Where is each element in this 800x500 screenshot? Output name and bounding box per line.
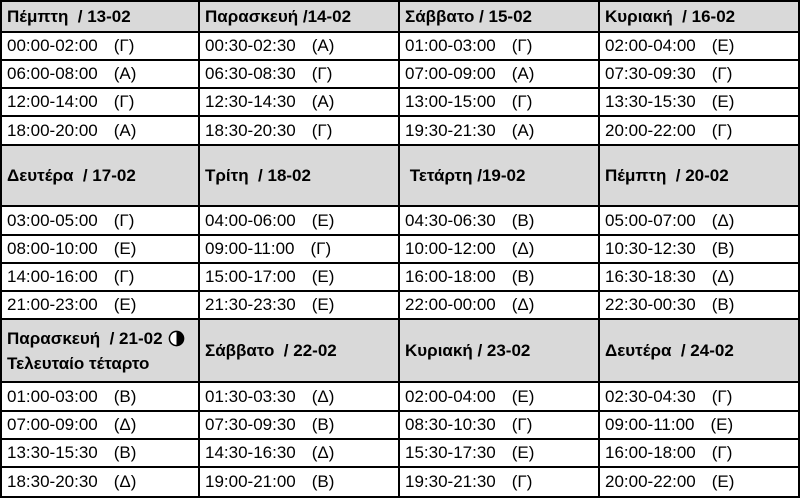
day-label: Δευτέρα / 24-02 bbox=[605, 340, 734, 360]
slot-zone: (Γ) bbox=[113, 210, 135, 230]
slot-time: 22:00-00:00 bbox=[405, 295, 496, 314]
time-slot bbox=[200, 440, 400, 468]
slot-zone: (Δ) bbox=[711, 267, 735, 286]
time-slot bbox=[200, 383, 400, 412]
time-slot bbox=[0, 61, 200, 89]
day-header bbox=[0, 320, 200, 383]
time-slot bbox=[600, 236, 800, 264]
day-header bbox=[200, 146, 400, 207]
slot-zone: (Δ) bbox=[113, 472, 137, 491]
slot-time: 08:30-10:30 bbox=[405, 415, 496, 434]
slot-zone: (Γ) bbox=[113, 92, 135, 111]
day-header bbox=[600, 0, 800, 33]
slot-time: 13:30-15:30 bbox=[7, 443, 98, 462]
slot-zone: (Γ) bbox=[310, 239, 332, 258]
slot-zone: (Δ) bbox=[511, 239, 535, 258]
slot-time: 18:30-20:30 bbox=[205, 120, 296, 140]
slot-zone: (Γ) bbox=[711, 443, 733, 462]
time-slot bbox=[400, 292, 600, 320]
last-quarter-moon-icon bbox=[168, 330, 185, 347]
slot-time: 06:30-08:30 bbox=[205, 64, 296, 83]
slot-zone: (Α) bbox=[311, 92, 335, 111]
slot-time: 20:00-22:00 bbox=[605, 472, 696, 491]
slot-zone: (Γ) bbox=[711, 386, 733, 406]
slot-time: 14:30-16:30 bbox=[205, 443, 296, 462]
slot-time: 19:30-21:30 bbox=[405, 472, 496, 491]
slot-time: 09:00-11:00 bbox=[605, 415, 695, 434]
slot-zone: (Ε) bbox=[511, 443, 535, 462]
time-slot bbox=[400, 117, 600, 146]
slot-zone: (Γ) bbox=[511, 415, 533, 434]
slot-zone: (Γ) bbox=[311, 120, 333, 140]
day-header bbox=[200, 0, 400, 33]
slot-zone: (Β) bbox=[511, 267, 535, 286]
slot-time: 19:30-21:30 bbox=[405, 120, 496, 140]
slot-time: 02:30-04:30 bbox=[605, 386, 696, 406]
day-label: Τετάρτη /19-02 bbox=[405, 165, 526, 185]
slot-time: 16:30-18:30 bbox=[605, 267, 696, 286]
slot-time: 03:00-05:00 bbox=[7, 210, 98, 230]
day-label: Σάββατο / 22-02 bbox=[205, 340, 337, 360]
time-slot bbox=[0, 207, 200, 236]
slot-time: 00:00-02:00 bbox=[7, 36, 98, 55]
time-slot bbox=[400, 264, 600, 292]
slot-time: 18:30-20:30 bbox=[7, 472, 98, 491]
slot-time: 12:00-14:00 bbox=[7, 92, 98, 111]
day-label: Παρασκευή / 21-02 bbox=[7, 328, 163, 348]
moon-phase-label: Τελευταίο τέταρτο bbox=[7, 353, 150, 373]
day-header bbox=[400, 320, 600, 383]
slot-zone: (Γ) bbox=[511, 92, 533, 111]
slot-zone: (Ε) bbox=[311, 210, 335, 230]
slot-zone: (Ε) bbox=[511, 386, 535, 406]
slot-time: 07:30-09:30 bbox=[605, 64, 696, 83]
time-slot bbox=[600, 207, 800, 236]
time-slot bbox=[400, 236, 600, 264]
day-header bbox=[200, 320, 400, 383]
time-slot bbox=[200, 292, 400, 320]
time-slot bbox=[400, 61, 600, 89]
slot-zone: (Α) bbox=[511, 64, 535, 83]
time-slot bbox=[600, 117, 800, 146]
slot-zone: (Ε) bbox=[711, 36, 735, 55]
slot-zone: (Ε) bbox=[113, 239, 137, 258]
time-slot bbox=[0, 412, 200, 440]
slot-time: 04:00-06:00 bbox=[205, 210, 296, 230]
slot-zone: (Γ) bbox=[711, 64, 733, 83]
time-slot bbox=[600, 412, 800, 440]
time-slot bbox=[400, 412, 600, 440]
slot-time: 12:30-14:30 bbox=[205, 92, 296, 111]
slot-zone: (Δ) bbox=[311, 443, 335, 462]
day-header-line bbox=[7, 326, 185, 351]
time-slot bbox=[200, 207, 400, 236]
slot-zone: (Δ) bbox=[511, 295, 535, 314]
slot-time: 07:30-09:30 bbox=[205, 415, 296, 434]
slot-zone: (Δ) bbox=[711, 210, 735, 230]
slot-zone: (Ε) bbox=[711, 92, 735, 111]
slot-time: 15:30-17:30 bbox=[405, 443, 496, 462]
time-slot bbox=[0, 117, 200, 146]
slot-zone: (Ε) bbox=[113, 295, 137, 314]
slot-time: 20:00-22:00 bbox=[605, 120, 696, 140]
slot-zone: (Γ) bbox=[511, 36, 533, 55]
day-label: Πέμπτη / 20-02 bbox=[605, 165, 729, 185]
slot-zone: (Γ) bbox=[311, 64, 333, 83]
time-slot bbox=[600, 264, 800, 292]
day-label: Πέμπτη / 13-02 bbox=[7, 6, 131, 26]
slot-time: 18:00-20:00 bbox=[7, 120, 98, 140]
slot-zone: (Γ) bbox=[511, 472, 533, 491]
slot-zone: (Γ) bbox=[711, 120, 733, 140]
day-label: Δευτέρα / 17-02 bbox=[7, 165, 136, 185]
time-slot bbox=[400, 440, 600, 468]
day-header bbox=[600, 320, 800, 383]
slot-time: 15:00-17:00 bbox=[205, 267, 296, 286]
time-slot bbox=[200, 33, 400, 61]
slot-zone: (Γ) bbox=[113, 267, 135, 286]
slot-zone: (Β) bbox=[113, 443, 137, 462]
slot-time: 05:00-07:00 bbox=[605, 210, 696, 230]
time-slot bbox=[0, 468, 200, 498]
day-label: Τρίτη / 18-02 bbox=[205, 165, 311, 185]
day-label: Παρασκευή /14-02 bbox=[205, 6, 352, 26]
day-header bbox=[400, 0, 600, 33]
time-slot bbox=[0, 440, 200, 468]
slot-time: 01:00-03:00 bbox=[405, 36, 496, 55]
slot-time: 10:30-12:30 bbox=[605, 239, 696, 258]
slot-time: 21:30-23:30 bbox=[205, 295, 296, 314]
slot-zone: (Β) bbox=[311, 415, 335, 434]
slot-time: 13:00-15:00 bbox=[405, 92, 496, 111]
slot-zone: (Ε) bbox=[311, 295, 335, 314]
time-slot bbox=[200, 89, 400, 117]
day-label: Κυριακή / 23-02 bbox=[405, 340, 531, 360]
time-slot bbox=[600, 383, 800, 412]
time-slot bbox=[0, 33, 200, 61]
time-slot bbox=[0, 383, 200, 412]
slot-time: 07:00-09:00 bbox=[405, 64, 496, 83]
slot-time: 22:30-00:30 bbox=[605, 295, 696, 314]
time-slot bbox=[600, 292, 800, 320]
day-label: Κυριακή / 16-02 bbox=[605, 6, 736, 26]
slot-zone: (Δ) bbox=[113, 415, 137, 434]
slot-time: 07:00-09:00 bbox=[7, 415, 98, 434]
time-slot bbox=[400, 89, 600, 117]
slot-zone: (Α) bbox=[511, 120, 535, 140]
day-header bbox=[400, 146, 600, 207]
slot-zone: (Β) bbox=[711, 239, 735, 258]
slot-time: 02:00-04:00 bbox=[605, 36, 696, 55]
time-slot bbox=[0, 236, 200, 264]
time-slot bbox=[600, 89, 800, 117]
time-slot bbox=[600, 61, 800, 89]
day-header bbox=[600, 146, 800, 207]
time-slot bbox=[200, 264, 400, 292]
slot-time: 16:00-18:00 bbox=[605, 443, 696, 462]
slot-zone: (Δ) bbox=[311, 386, 335, 406]
slot-time: 02:00-04:00 bbox=[405, 386, 496, 406]
day-header bbox=[0, 0, 200, 33]
slot-time: 01:00-03:00 bbox=[7, 386, 98, 406]
slot-zone: (Α) bbox=[311, 36, 335, 55]
slot-time: 19:00-21:00 bbox=[205, 472, 296, 491]
slot-zone: (Β) bbox=[511, 210, 535, 230]
time-slot bbox=[200, 412, 400, 440]
slot-time: 08:00-10:00 bbox=[7, 239, 98, 258]
slot-time: 01:30-03:30 bbox=[205, 386, 296, 406]
slot-time: 09:00-11:00 bbox=[205, 239, 295, 258]
time-slot bbox=[400, 33, 600, 61]
slot-zone: (Α) bbox=[113, 120, 137, 140]
slot-zone: (Ε) bbox=[711, 472, 735, 491]
time-slot bbox=[400, 383, 600, 412]
slot-time: 21:00-23:00 bbox=[7, 295, 98, 314]
time-slot bbox=[0, 89, 200, 117]
slot-time: 10:00-12:00 bbox=[405, 239, 496, 258]
slot-zone: (Β) bbox=[113, 386, 137, 406]
slot-time: 14:00-16:00 bbox=[7, 267, 98, 286]
day-header bbox=[0, 146, 200, 207]
slot-time: 06:00-08:00 bbox=[7, 64, 98, 83]
time-slot bbox=[600, 468, 800, 498]
slot-time: 00:30-02:30 bbox=[205, 36, 296, 55]
time-slot bbox=[0, 264, 200, 292]
day-label: Σάββατο / 15-02 bbox=[405, 6, 533, 26]
time-slot bbox=[200, 468, 400, 498]
slot-zone: (Γ) bbox=[113, 36, 135, 55]
time-slot bbox=[200, 117, 400, 146]
slot-time: 13:30-15:30 bbox=[605, 92, 696, 111]
slot-zone: (Α) bbox=[113, 64, 137, 83]
time-slot bbox=[400, 468, 600, 498]
slot-zone: (Β) bbox=[311, 472, 335, 491]
slot-zone: (Β) bbox=[711, 295, 735, 314]
slot-time: 04:30-06:30 bbox=[405, 210, 496, 230]
slot-time: 16:00-18:00 bbox=[405, 267, 496, 286]
time-slot bbox=[200, 236, 400, 264]
slot-zone: (Ε) bbox=[710, 415, 734, 434]
time-slot bbox=[200, 61, 400, 89]
slot-zone: (Ε) bbox=[311, 267, 335, 286]
time-slot bbox=[0, 292, 200, 320]
time-slot bbox=[600, 33, 800, 61]
time-slot bbox=[600, 440, 800, 468]
time-slot bbox=[400, 207, 600, 236]
